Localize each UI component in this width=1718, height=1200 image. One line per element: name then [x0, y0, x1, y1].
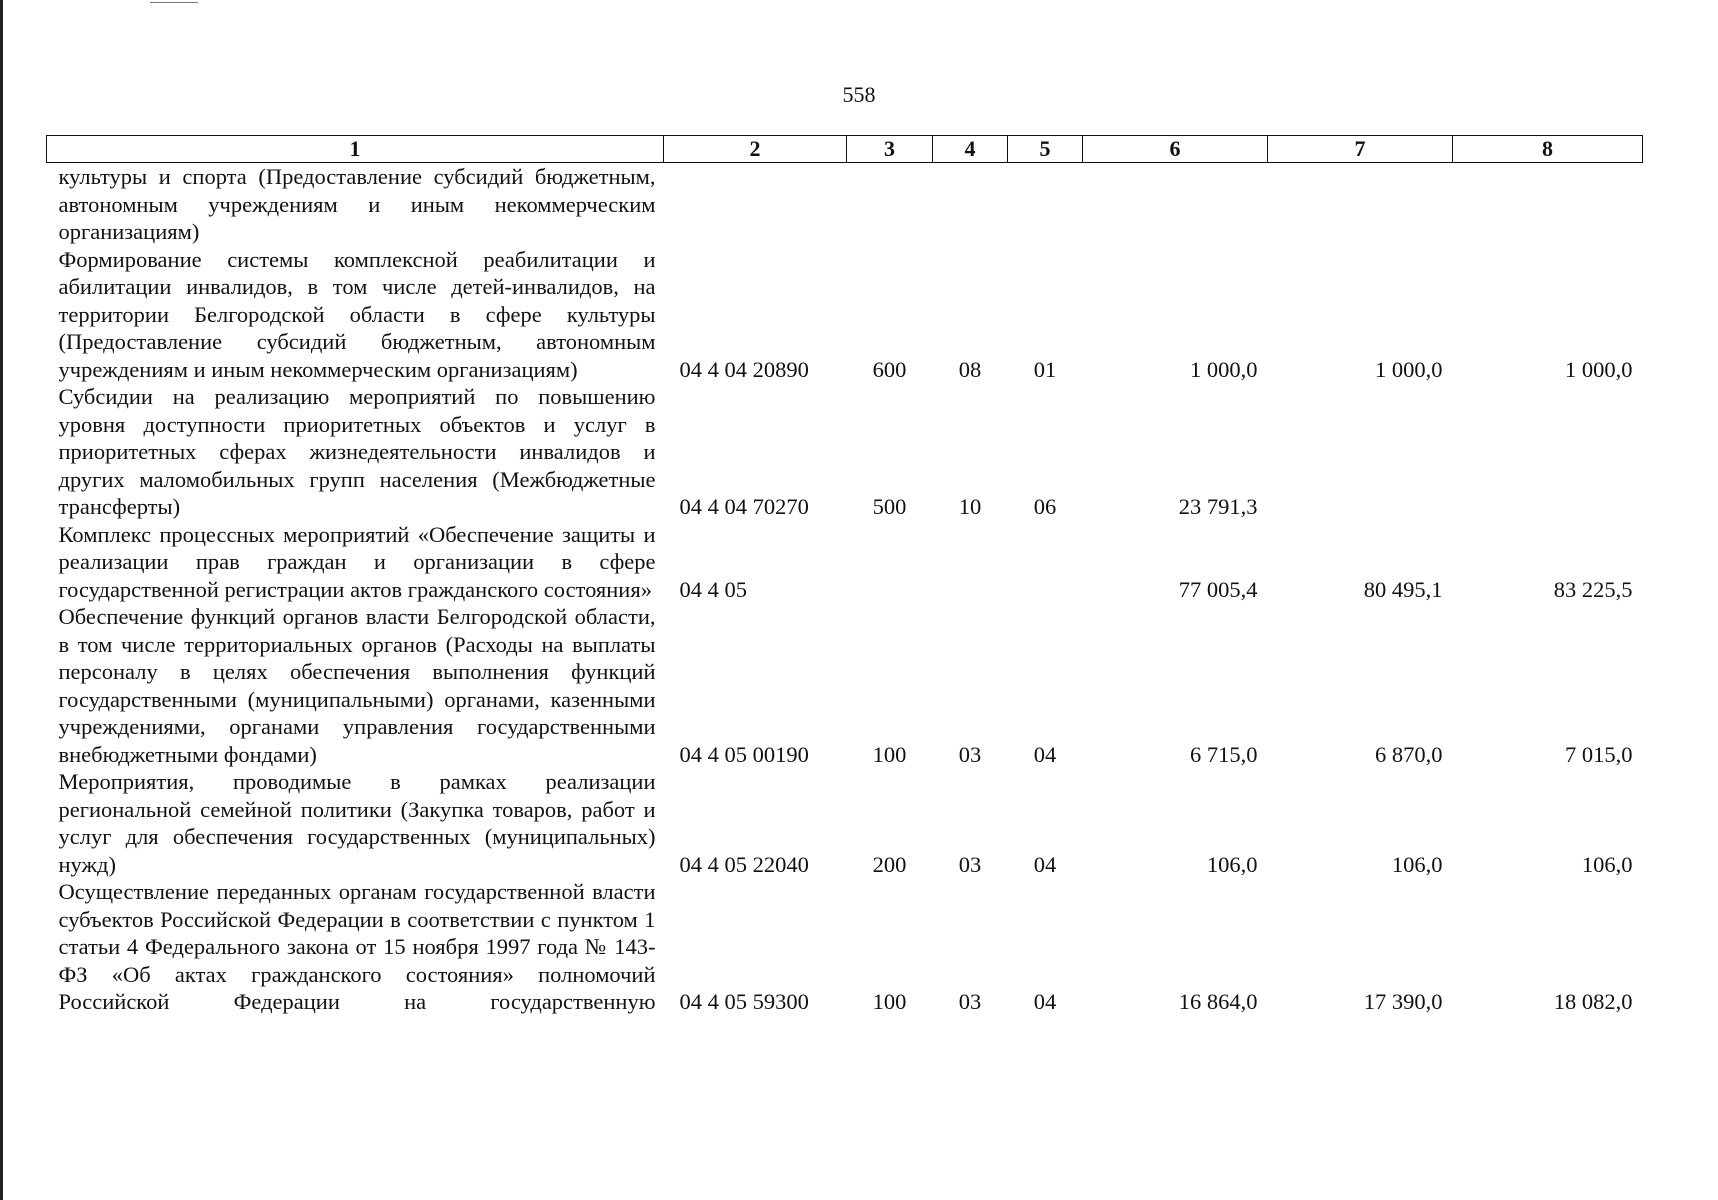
table-row: [47, 521, 1643, 604]
row-col3: [847, 521, 933, 604]
table-row: [47, 383, 1643, 521]
row-code: [664, 163, 847, 246]
row-col6: 77 005,4: [1178, 576, 1258, 602]
scan-edge: [0, 0, 3, 1200]
table-row: [47, 246, 1643, 384]
header-row: [47, 136, 1643, 163]
row-code: 04 4 05 00190: [679, 741, 809, 767]
row-col4: [933, 521, 1008, 604]
row-code: 04 4 05 22040: [679, 851, 809, 877]
row-description: Осуществление переданных органам государственной власти субъектов Российской Федерации в соответствии с пунктом 1 статьи 4 Федерального закона от 15 ноября 1997 года № 143-ФЗ «Об актах гражданского состояния» полномочий Российской Федерации на государственную: [58, 879, 656, 1014]
row-col7: 1 000,0: [1375, 356, 1443, 382]
row-col3: 500: [872, 494, 907, 519]
row-col8: [1453, 163, 1643, 246]
row-code: 04 4 04 20890: [679, 356, 809, 382]
row-col4: 03: [958, 851, 982, 877]
row-col4: 03: [958, 741, 982, 767]
row-col8: 18 082,0: [1553, 989, 1633, 1014]
row-col8: 83 225,5: [1553, 576, 1633, 602]
row-code: 04 4 05: [679, 576, 747, 602]
row-col5: 06: [1033, 494, 1057, 519]
row-col8: 7 015,0: [1565, 741, 1633, 767]
row-col3: 100: [872, 989, 907, 1014]
column-header-6: 6: [1083, 136, 1268, 163]
table-row: [47, 768, 1643, 878]
table-row: [47, 163, 1643, 246]
row-description: Комплекс процессных мероприятий «Обеспечение защиты и реализации прав граждан и организации в сфере государственной регистрации актов гражданского состояния»: [58, 521, 656, 602]
row-col5: 04: [1033, 851, 1057, 877]
column-header-2: 2: [664, 136, 847, 163]
row-col5: [1008, 521, 1083, 604]
budget-table: [46, 135, 1643, 1016]
row-col7: [1268, 163, 1453, 246]
row-col7: [1268, 383, 1453, 521]
column-header-1: 1: [47, 136, 664, 163]
page-number: 558: [842, 82, 876, 107]
table-row: [47, 603, 1643, 768]
row-description: Обеспечение функций органов власти Белгородской области, в том числе территориальных органов (Расходы на выплаты персоналу в целях обеспечения выполнения функций государственными (муниципальными) органами, казенными учреждениями, органами управления государственными внебюджетными фондами): [58, 604, 656, 767]
row-col7: 17 390,0: [1363, 989, 1443, 1014]
row-col6: [1083, 163, 1268, 246]
row-col6: 1 000,0: [1190, 356, 1258, 382]
row-col4: 10: [958, 494, 982, 519]
row-description: культуры и спорта (Предоставление субсидий бюджетным, автономным учреждениям и иным некоммерческим организациям): [58, 164, 656, 244]
row-col8: 1 000,0: [1565, 356, 1633, 382]
row-description: Формирование системы комплексной реабилитации и абилитации инвалидов, в том числе детей-инвалидов, на территории Белгородской области в сфере культуры (Предоставление субсидий бюджетным, автономным учреждениям и иным некоммерческим организациям): [58, 246, 656, 382]
row-col5: 04: [1033, 741, 1057, 767]
row-col3: 100: [872, 741, 907, 767]
row-col5: 01: [1033, 356, 1057, 382]
row-col8: [1453, 383, 1643, 521]
row-col4: 08: [958, 356, 982, 382]
row-col7: 80 495,1: [1363, 576, 1443, 602]
column-header-3: 3: [847, 136, 933, 163]
row-col7: 106,0: [1391, 851, 1443, 877]
column-header-7: 7: [1268, 136, 1453, 163]
row-col3: 200: [872, 851, 907, 877]
column-header-4: 4: [933, 136, 1008, 163]
row-col6: 23 791,3: [1178, 494, 1258, 519]
row-col3: [847, 163, 933, 246]
row-description: Мероприятия, проводимые в рамках реализации региональной семейной политики (Закупка товаров, работ и услуг для обеспечения государственных (муниципальных) нужд): [58, 769, 656, 877]
row-code: 04 4 05 59300: [679, 989, 809, 1014]
row-col3: 600: [872, 356, 907, 382]
top-mark: [150, 2, 198, 3]
row-col5: 04: [1033, 989, 1057, 1014]
row-col5: [1008, 163, 1083, 246]
row-col7: 6 870,0: [1375, 741, 1443, 767]
row-col6: 6 715,0: [1190, 741, 1258, 767]
row-col4: 03: [958, 989, 982, 1014]
row-code: 04 4 04 70270: [679, 494, 809, 519]
column-header-5: 5: [1008, 136, 1083, 163]
column-header-8: 8: [1453, 136, 1643, 163]
row-col4: [933, 163, 1008, 246]
table-row: [47, 878, 1643, 1016]
row-description: Субсидии на реализацию мероприятий по повышению уровня доступности приоритетных объектов и услуг в приоритетных сферах жизнедеятельности инвалидов и других маломобильных групп населения (Межбюджетные трансферты): [58, 384, 656, 519]
row-col6: 106,0: [1206, 851, 1258, 877]
row-col6: 16 864,0: [1178, 989, 1258, 1014]
row-col8: 106,0: [1581, 851, 1633, 877]
